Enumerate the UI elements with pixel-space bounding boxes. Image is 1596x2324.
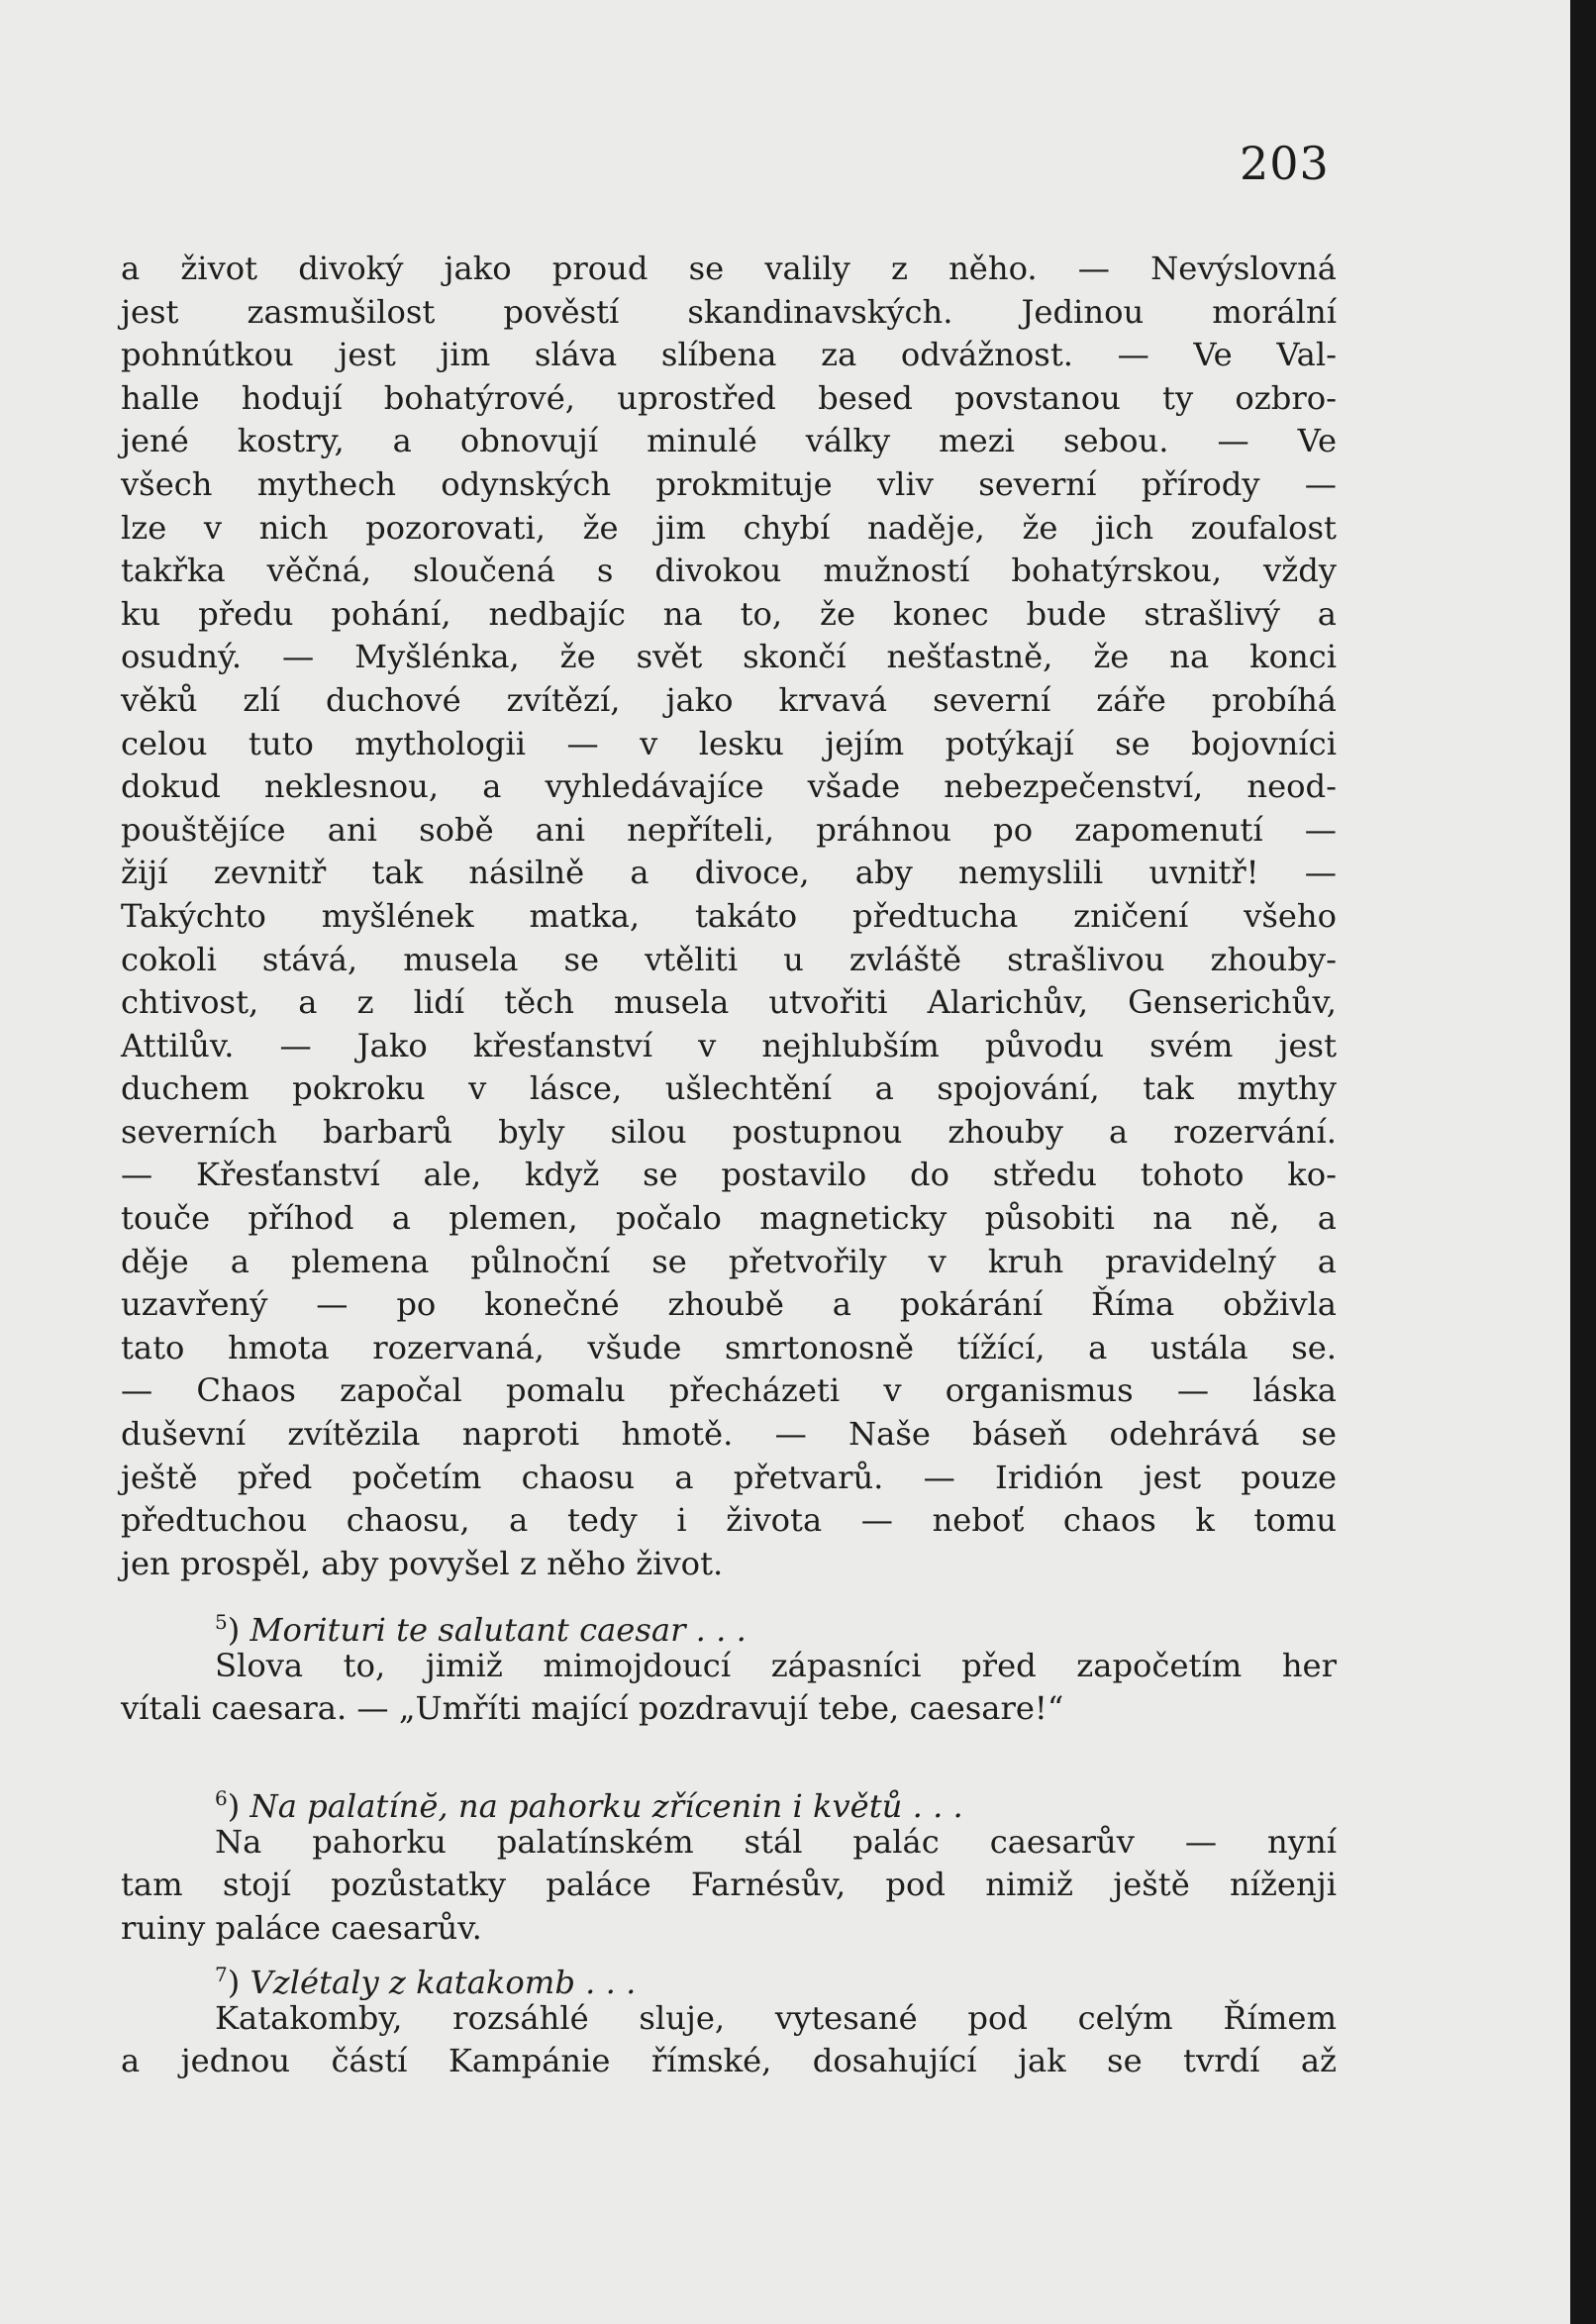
text-line: touče příhod a plemen, počalo magneticky působiti na ně, a <box>121 1199 1337 1238</box>
text-line: osudný. — Myšlénka, že svět skončí nešťastně, že na konci <box>121 638 1337 676</box>
scan-edge <box>1570 0 1596 2324</box>
text-line: jené kostry, a obnovují minulé války mezi sebou. — Ve <box>121 422 1337 460</box>
footnote-line: tam stojí pozůstatky paláce Farnésův, pod nimiž ještě níženji <box>121 1866 1337 1904</box>
text-line: žijí zevnitř tak násilně a divoce, aby nemyslili uvnitř! — <box>121 854 1337 892</box>
text-line: uzavřený — po konečné zhoubě a pokárání Říma obživla <box>121 1285 1337 1324</box>
footnote-heading: $^6$) Na palatínĕ, na pahorku zřícenin i květů . . . <box>215 1786 963 1825</box>
text-line: předtuchou chaosu, a tedy i života — neboť chaos k tomu <box>121 1501 1337 1540</box>
footnote-heading-text: Morituri te salutant caesar . . . <box>249 1611 747 1649</box>
footnote-line: a jednou částí Kampánie římské, dosahující jak se tvrdí až <box>121 2042 1337 2080</box>
text-line: tato hmota rozervaná, všude smrtonosně tížící, a ustála se. <box>121 1328 1337 1366</box>
text-line: duchem pokroku v lásce, ušlechtění a spojování, tak mythy <box>121 1069 1337 1108</box>
text-line: pouštějíce ani sobě ani nepříteli, práhnou po zapomenutí — <box>121 810 1337 849</box>
text-line: takřka věčná, sloučená s divokou mužností bohatýrskou, vždy <box>121 552 1337 590</box>
text-line: a život divoký jako proud se valily z něho. — Nevýslovná <box>121 250 1337 287</box>
text-line: — Křesťanství ale, když se postavilo do středu tohoto ko- <box>121 1156 1337 1194</box>
text-line: věků zlí duchové zvítězí, jako krvavá severní záře probíhá <box>121 680 1337 719</box>
text-line: jest zasmušilost pověstí skandinavských. Jedinou morální <box>121 292 1337 331</box>
footnote-line: vítali caesara. — „Umříti mající pozdravují tebe, caesare!“ <box>121 1689 1064 1728</box>
footnote-7 <box>121 1954 1337 2083</box>
text-line: chtivost, a z lidí těch musela utvořiti Alarichův, Genserichův, <box>121 983 1337 1022</box>
text-line: Attilův. — Jako křesťanství v nejhlubším původu svém jest <box>121 1026 1337 1064</box>
text-line: duševní zvítězila naproti hmotě. — Naše báseň odehrává se <box>121 1415 1337 1454</box>
text-line: lze v nich pozorovati, že jim chybí naděje, že jich zoufalost <box>121 508 1337 547</box>
text-line: cokoli stává, musela se vtěliti u zvláště strašlivou zhouby- <box>121 940 1337 978</box>
text-line: ještě před početím chaosu a přetvarů. — Iridión jest pouze <box>121 1458 1337 1496</box>
text-line: děje a plemena půlnoční se přetvořily v kruh pravidelný a <box>121 1242 1337 1280</box>
footnote-heading-text: Na palatínĕ, na pahorku zřícenin i květů . . . <box>249 1787 963 1825</box>
footnote-mark: 5 <box>215 1610 228 1634</box>
footnote-line: Slova to, jimiž mimojdoucí zápasníci před započetím her <box>215 1646 1337 1684</box>
footnote-line: Na pahorku palatínském stál palác caesarův — nyní <box>215 1822 1337 1861</box>
main-text-block <box>121 248 1337 1585</box>
text-line: jen prospěl, aby povyšel z něho život. <box>121 1544 724 1582</box>
text-line: halle hodují bohatýrové, uprostřed besed povstanou ty ozbro- <box>121 378 1337 417</box>
text-line: pohnútkou jest jim sláva slíbena za odvážnost. — Ve Val- <box>121 336 1337 374</box>
footnote-6 <box>121 1777 1337 1950</box>
footnote-heading: $^5$) Morituri te salutant caesar . . . <box>215 1610 747 1649</box>
text-line: celou tuto mythologii — v lesku jejím potýkají se bojovníci <box>121 724 1337 762</box>
text-line: Takýchto myšlének matka, takáto předtucha zničení všeho <box>121 896 1337 935</box>
text-line: — Chaos započal pomalu přecházeti v organismus — láska <box>121 1371 1337 1410</box>
text-line: severních barbarů byly silou postupnou zhouby a rozervání. <box>121 1112 1337 1151</box>
text-line: všech mythech odynských prokmituje vliv severní přírody — <box>121 464 1337 503</box>
footnote-mark: 7 <box>215 1963 228 1986</box>
footnote-line: Katakomby, rozsáhlé sluje, vytesané pod celým Římem <box>215 1998 1337 2037</box>
text-line: ku předu pohání, nedbajíc na to, že konec bude strašlivý a <box>121 594 1337 633</box>
footnote-5 <box>121 1601 1337 1731</box>
footnote-line: ruiny paláce caesarův. <box>121 1908 482 1947</box>
footnote-heading-text: Vzlétaly z katakomb . . . <box>249 1964 637 2001</box>
page-number: 203 <box>1240 137 1330 190</box>
footnote-mark: 6 <box>215 1786 228 1810</box>
footnote-heading: $^7$) Vzlétaly z katakomb . . . <box>215 1963 637 2001</box>
text-line: dokud neklesnou, a vyhledávajíce všade nebezpečenství, neod- <box>121 767 1337 806</box>
